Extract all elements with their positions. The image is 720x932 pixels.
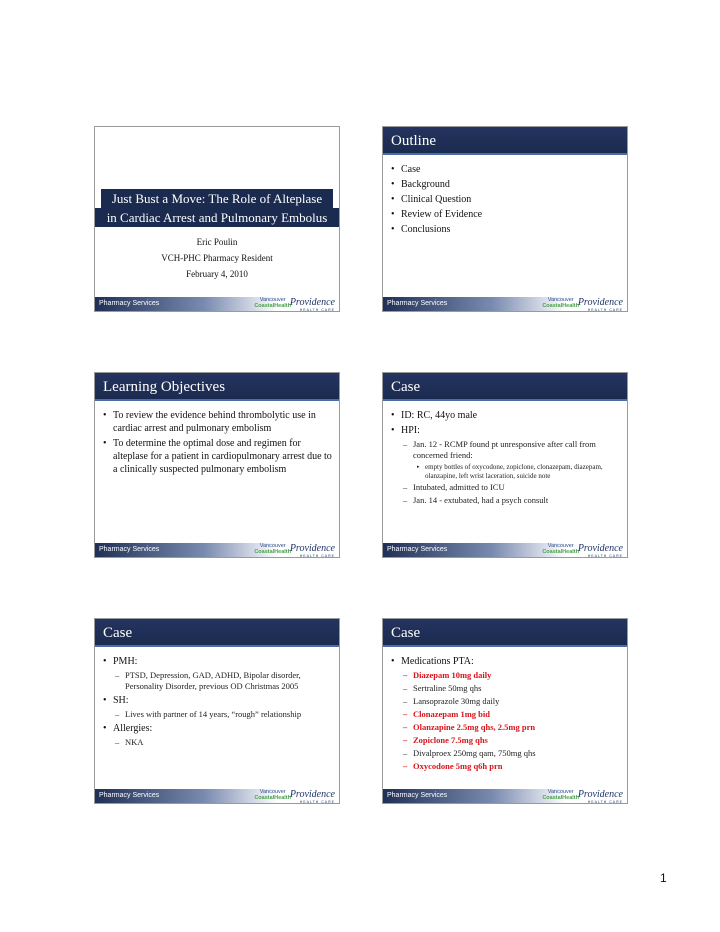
- slide-footer: [383, 789, 627, 803]
- medication-item: – Olanzapine 2.5mg qhs, 2.5mg prn: [389, 722, 621, 733]
- slide-title: [94, 126, 340, 312]
- slide-footer: [95, 789, 339, 803]
- medication-item: – Sertraline 50mg qhs: [389, 683, 621, 694]
- providence-logo: Providence HEALTH CARE: [577, 543, 623, 558]
- list-item: • Allergies:: [101, 722, 333, 735]
- medication-item: – Diazepam 10mg daily: [389, 670, 621, 681]
- slide-title-bar: Case: [383, 619, 627, 647]
- providence-logo: Providence HEALTH CARE: [289, 789, 335, 804]
- list-item: • HPI:: [389, 424, 621, 437]
- list-item: • Medications PTA:: [389, 655, 621, 668]
- providence-logo: Providence HEALTH CARE: [577, 789, 623, 804]
- list-item: – Intubated, admitted to ICU: [389, 482, 621, 493]
- medication-item: – Oxycodone 5mg q6h prn: [389, 761, 621, 772]
- list-item: – PTSD, Depression, GAD, ADHD, Bipolar disorder, Personality Disorder, previous OD Christmas 2005: [101, 670, 333, 692]
- title-line-2: in Cardiac Arrest and Pulmonary Embolus: [95, 208, 339, 227]
- slide-learning-objectives: [94, 372, 340, 558]
- vch-logo: Vancouver CoastalHealth: [542, 297, 579, 309]
- slide-footer: [95, 297, 339, 311]
- slide-title-bar: Outline: [383, 127, 627, 155]
- footer-brand: Pharmacy Services: [387, 792, 448, 799]
- list-item: – Jan. 14 - extubated, had a psych consult: [389, 495, 621, 506]
- list-item: • Review of Evidence: [389, 208, 621, 221]
- list-item: • To review the evidence behind thrombolytic use in cardiac arrest and pulmonary embolism: [101, 409, 333, 435]
- medication-item: – Divalproex 250mg qam, 750mg qhs: [389, 748, 621, 759]
- list-item: • Clinical Question: [389, 193, 621, 206]
- slide-footer: [383, 297, 627, 311]
- footer-brand: Pharmacy Services: [387, 300, 448, 307]
- medication-item: – Zopiclone 7.5mg qhs: [389, 735, 621, 746]
- vch-logo: Vancouver CoastalHealth: [542, 789, 579, 801]
- footer-brand: Pharmacy Services: [387, 546, 448, 553]
- vch-logo: Vancouver CoastalHealth: [254, 543, 291, 555]
- medication-item: – Lansoprazole 30mg daily: [389, 696, 621, 707]
- footer-brand: Pharmacy Services: [99, 300, 160, 307]
- list-item: • Conclusions: [389, 223, 621, 236]
- presentation-date: February 4, 2010: [186, 269, 248, 279]
- slide-case-3: [382, 618, 628, 804]
- page-number: 1: [660, 871, 667, 885]
- slide-case-2: [94, 618, 340, 804]
- list-item: • ID: RC, 44yo male: [389, 409, 621, 422]
- list-item: • Background: [389, 178, 621, 191]
- list-item: ▸ empty bottles of oxycodone, zopiclone, clonazepam, diazepam, olanzapine, left wrist laceration, suicide note: [389, 463, 621, 481]
- author-name: Eric Poulin: [196, 237, 238, 247]
- objectives-list: [101, 409, 333, 478]
- vch-logo: Vancouver CoastalHealth: [542, 543, 579, 555]
- author-role: VCH-PHC Pharmacy Resident: [161, 253, 273, 263]
- list-item: – Lives with partner of 14 years, “rough” relationship: [101, 709, 333, 720]
- title-line-1: Just Bust a Move: The Role of Alteplase: [101, 189, 333, 208]
- vch-logo: Vancouver CoastalHealth: [254, 297, 291, 309]
- list-item: – NKA: [101, 737, 333, 748]
- providence-logo: Providence HEALTH CARE: [577, 297, 623, 312]
- list-item: • PMH:: [101, 655, 333, 668]
- case-list: [101, 655, 333, 750]
- case-list: [389, 409, 621, 508]
- footer-brand: Pharmacy Services: [99, 546, 160, 553]
- slide-footer: [95, 543, 339, 557]
- list-item: • SH:: [101, 694, 333, 707]
- slide-title-bar: Case: [383, 373, 627, 401]
- outline-list: [389, 163, 621, 238]
- slide-case-1: [382, 372, 628, 558]
- slide-title-bar: Learning Objectives: [95, 373, 339, 401]
- vch-logo: Vancouver CoastalHealth: [254, 789, 291, 801]
- slide-title-bar: Case: [95, 619, 339, 647]
- medications-list: [389, 655, 621, 774]
- list-item: • To determine the optimal dose and regimen for alteplase for a patient in cardiopulmonary arrest due to a clinically suspected pulmonary embolism: [101, 437, 333, 476]
- slide-outline: [382, 126, 628, 312]
- providence-logo: Providence HEALTH CARE: [289, 543, 335, 558]
- presentation-title: [95, 189, 339, 227]
- slide-footer: [383, 543, 627, 557]
- list-item: • Case: [389, 163, 621, 176]
- list-item: – Jan. 12 - RCMP found pt unresponsive after call from concerned friend:: [389, 439, 621, 461]
- footer-brand: Pharmacy Services: [99, 792, 160, 799]
- providence-logo: Providence HEALTH CARE: [289, 297, 335, 312]
- medication-item: – Clonazepam 1mg bid: [389, 709, 621, 720]
